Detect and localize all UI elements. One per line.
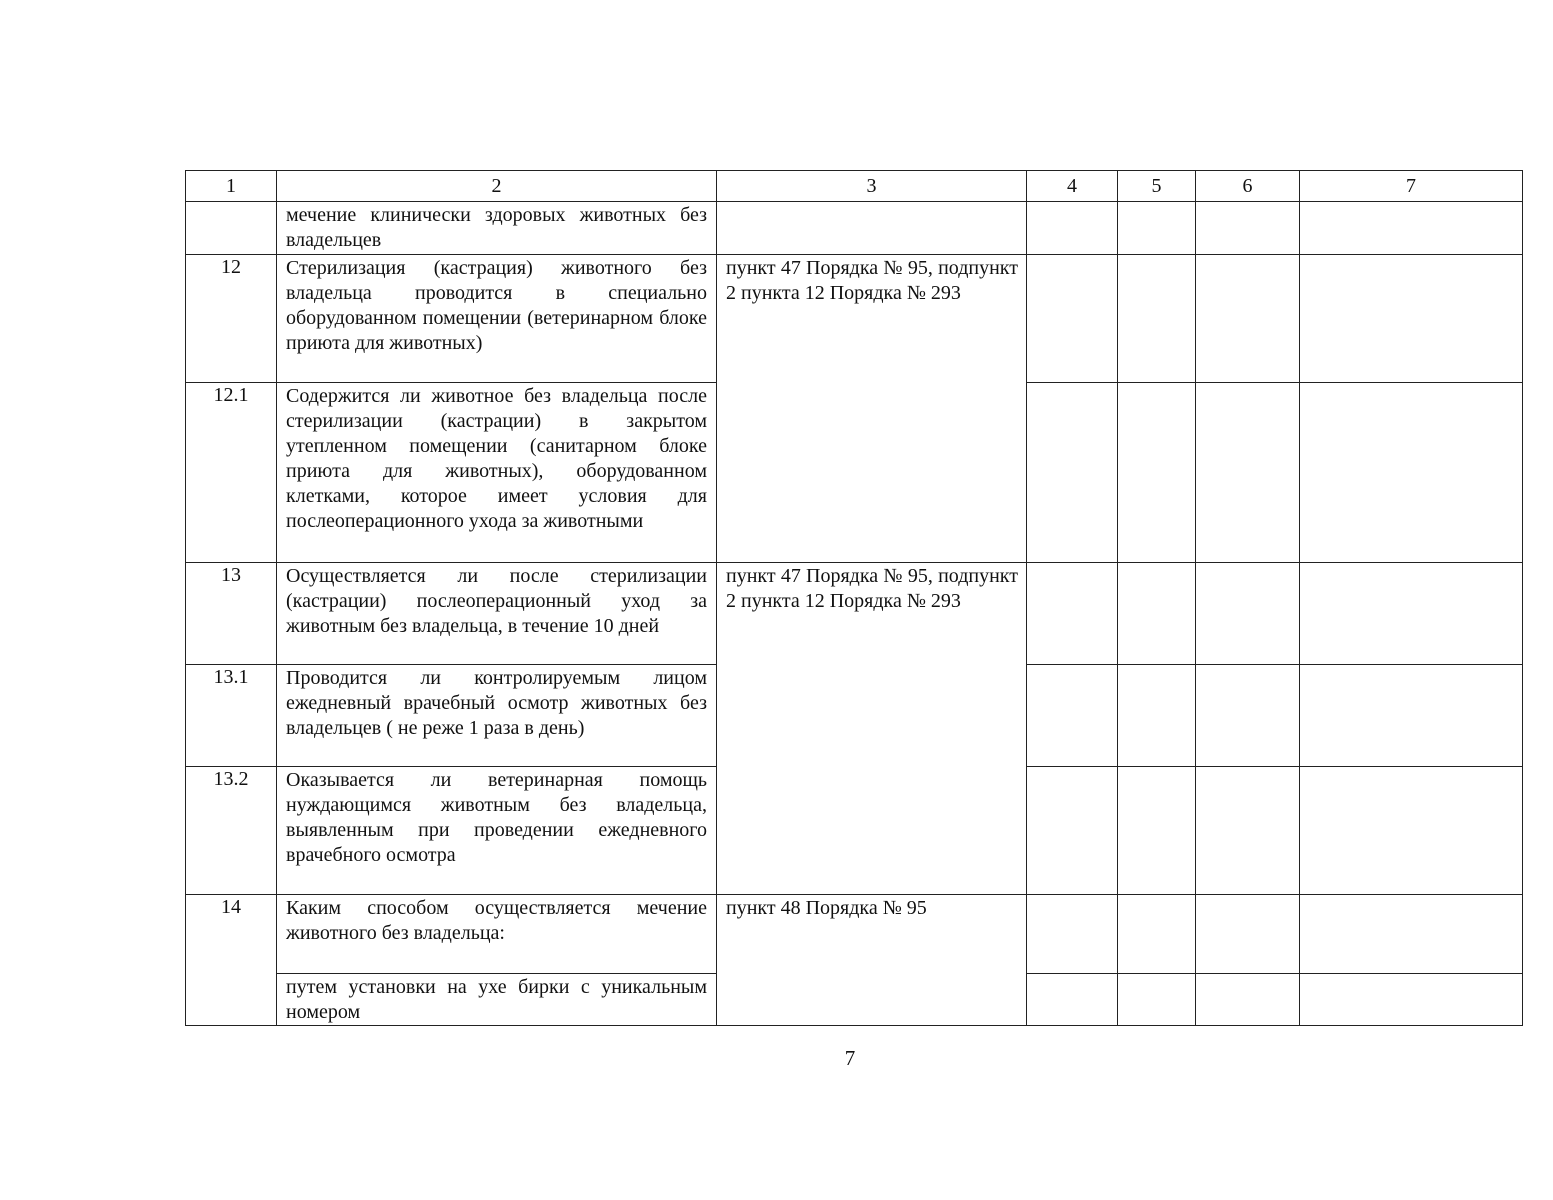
cell-col6 <box>1196 895 1300 974</box>
cell-col6 <box>1196 383 1300 563</box>
row-number <box>186 202 277 255</box>
cell-col6 <box>1196 767 1300 895</box>
legal-reference: пункт 48 Порядка № 95 <box>717 895 1027 1026</box>
cell-col7 <box>1300 202 1523 255</box>
requirement-text: Содержится ли животное без владельца после стерилизации (кастрации) в закрытом утепленном помещении (санитарном блоке приюта для животных), оборудованном клетками, которое имеет условия для послеоперационного ухода за животными <box>277 383 717 563</box>
cell-col6 <box>1196 974 1300 1026</box>
column-header-2: 2 <box>277 171 717 202</box>
cell-col5 <box>1118 767 1196 895</box>
cell-col4 <box>1027 767 1118 895</box>
cell-col4 <box>1027 383 1118 563</box>
column-header-5: 5 <box>1118 171 1196 202</box>
page-number: 7 <box>844 1046 856 1070</box>
cell-col4 <box>1027 563 1118 665</box>
table-row <box>186 255 1523 383</box>
requirement-text: путем установки на ухе бирки с уникальным номером <box>277 974 717 1026</box>
requirement-text: Проводится ли контролируемым лицом ежедневный врачебный осмотр животных без владельцев ( не реже 1 раза в день) <box>277 665 717 767</box>
table-row <box>186 202 1523 255</box>
cell-col5 <box>1118 202 1196 255</box>
cell-col7 <box>1300 665 1523 767</box>
cell-col6 <box>1196 255 1300 383</box>
header-row <box>186 171 1523 202</box>
row-number: 12.1 <box>186 383 277 563</box>
cell-col5 <box>1118 563 1196 665</box>
column-header-7: 7 <box>1300 171 1523 202</box>
cell-col7 <box>1300 974 1523 1026</box>
row-number: 13.2 <box>186 767 277 895</box>
cell-col7 <box>1300 255 1523 383</box>
legal-reference: пункт 47 Порядка № 95, подпункт 2 пункта 12 Порядка № 293 <box>717 563 1027 895</box>
cell-col7 <box>1300 895 1523 974</box>
column-header-6: 6 <box>1196 171 1300 202</box>
cell-col7 <box>1300 383 1523 563</box>
cell-col5 <box>1118 383 1196 563</box>
row-number: 13 <box>186 563 277 665</box>
row-number: 13.1 <box>186 665 277 767</box>
cell-col7 <box>1300 563 1523 665</box>
row-number: 12 <box>186 255 277 383</box>
legal-reference <box>717 202 1027 255</box>
table-row <box>186 895 1523 974</box>
requirement-text: Каким способом осуществляется мечение животного без владельца: <box>277 895 717 974</box>
column-header-4: 4 <box>1027 171 1118 202</box>
cell-col4 <box>1027 974 1118 1026</box>
requirement-text: Стерилизация (кастрация) животного без владельца проводится в специально оборудованном помещении (ветеринарном блоке приюта для животных) <box>277 255 717 383</box>
legal-reference: пункт 47 Порядка № 95, подпункт 2 пункта 12 Порядка № 293 <box>717 255 1027 563</box>
column-header-3: 3 <box>717 171 1027 202</box>
column-header-1: 1 <box>186 171 277 202</box>
requirement-text: мечение клинически здоровых животных без владельцев <box>277 202 717 255</box>
cell-col4 <box>1027 895 1118 974</box>
checklist-table <box>185 170 1523 1026</box>
requirement-text: Осуществляется ли после стерилизации (кастрации) послеоперационный уход за животным без владельца, в течение 10 дней <box>277 563 717 665</box>
row-number: 14 <box>186 895 277 1026</box>
table-row <box>186 563 1523 665</box>
cell-col6 <box>1196 665 1300 767</box>
cell-col4 <box>1027 665 1118 767</box>
cell-col6 <box>1196 563 1300 665</box>
cell-col5 <box>1118 665 1196 767</box>
cell-col6 <box>1196 202 1300 255</box>
cell-col7 <box>1300 767 1523 895</box>
cell-col4 <box>1027 202 1118 255</box>
cell-col5 <box>1118 895 1196 974</box>
cell-col5 <box>1118 974 1196 1026</box>
cell-col4 <box>1027 255 1118 383</box>
requirement-text: Оказывается ли ветеринарная помощь нуждающимся животным без владельца, выявленным при проведении ежедневного врачебного осмотра <box>277 767 717 895</box>
cell-col5 <box>1118 255 1196 383</box>
